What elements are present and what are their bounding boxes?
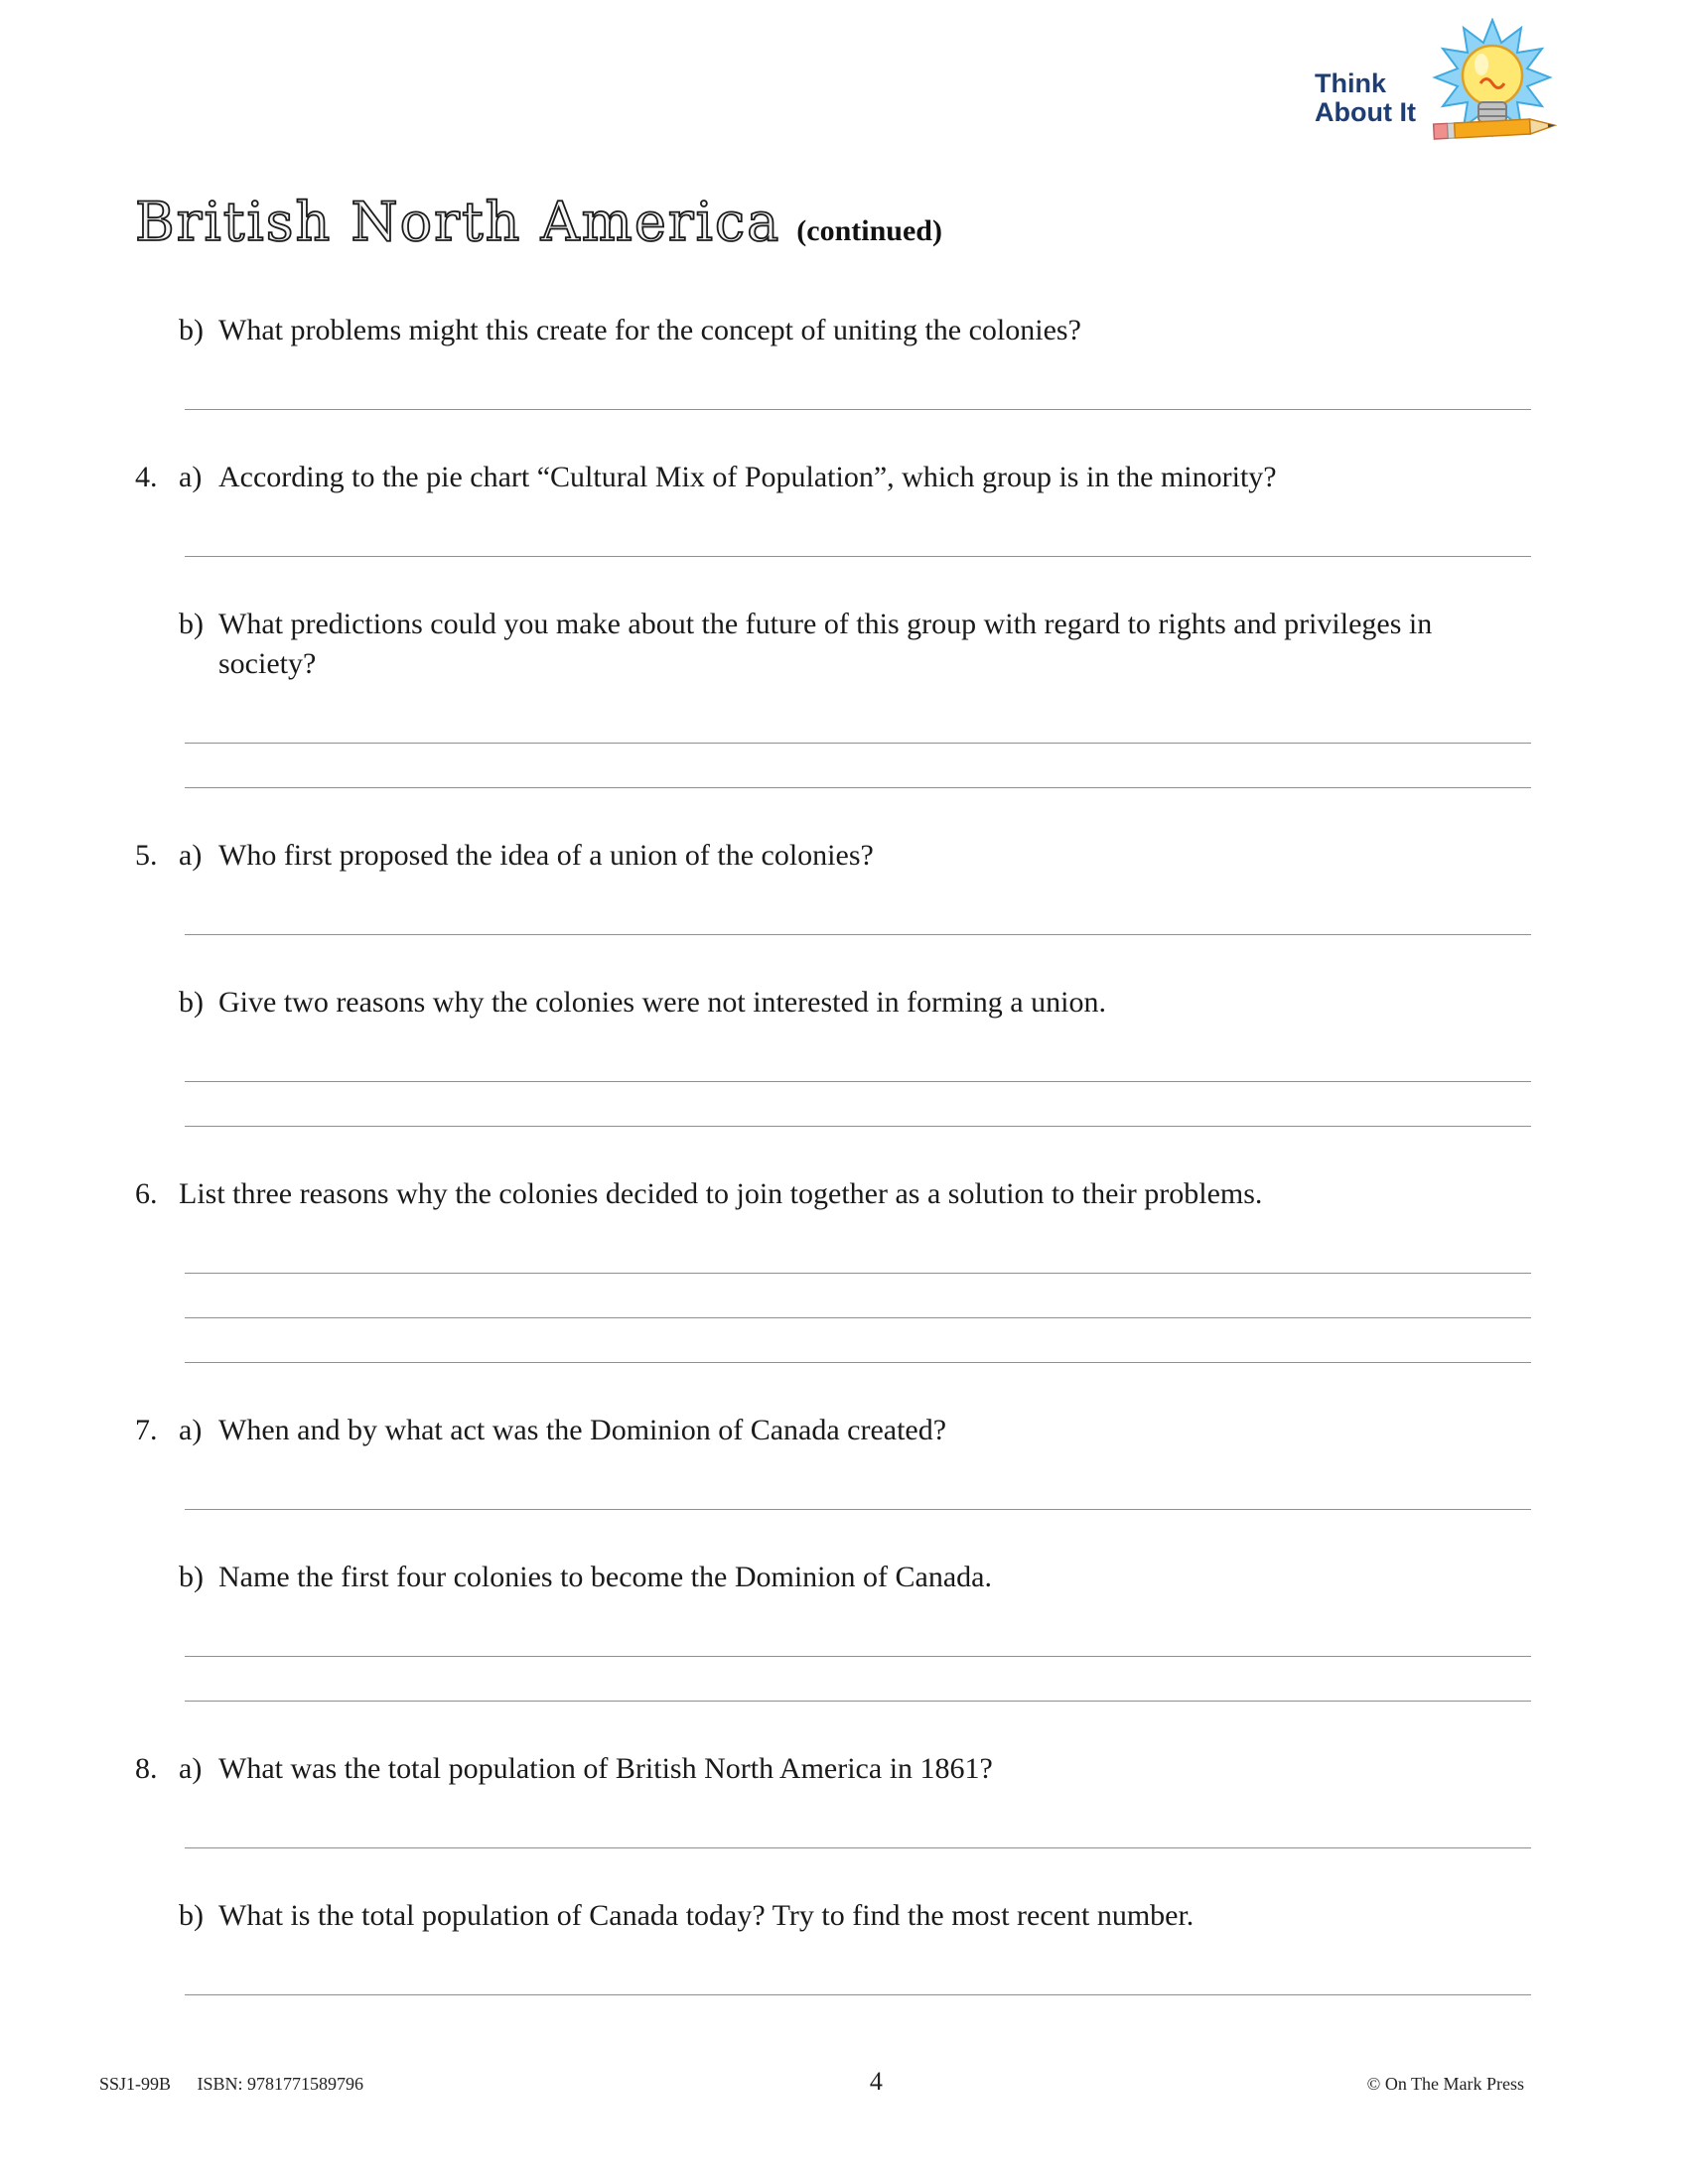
think-about-it-logo [1315, 18, 1577, 167]
question-text: What predictions could you make about the future of this group with regard to rights and privileges in society? [218, 608, 1433, 680]
answer-lines [185, 1465, 1531, 1510]
question-row [135, 458, 1531, 497]
question-row [135, 1749, 1531, 1789]
question-number [135, 983, 179, 1023]
question-number [135, 1558, 179, 1597]
question-item [135, 1558, 1531, 1702]
question-part-label: a) [179, 1414, 203, 1446]
answer-line [185, 512, 1531, 557]
question-item [135, 311, 1531, 410]
question-item [135, 605, 1531, 788]
answer-line [185, 1951, 1531, 1995]
questions-list [135, 311, 1531, 1995]
answer-line [185, 1037, 1531, 1082]
answer-lines [185, 699, 1531, 788]
question-row [135, 1174, 1531, 1214]
question-row [135, 836, 1531, 876]
question-text: Give two reasons why the colonies were not interested in forming a union. [218, 986, 1106, 1019]
bulb-glass [1463, 46, 1522, 105]
answer-line [185, 1657, 1531, 1702]
question-item [135, 1411, 1531, 1510]
logo-text-line1: Think [1315, 68, 1387, 98]
question-row [135, 311, 1531, 350]
answer-line [185, 1612, 1531, 1657]
answer-lines [185, 1037, 1531, 1127]
question-part-label: b) [179, 1561, 204, 1593]
question-number: 8. [135, 1752, 158, 1785]
product-code: SSJ1-99B [99, 2074, 172, 2094]
bulb-base [1478, 102, 1506, 122]
answer-lines [185, 1612, 1531, 1702]
answer-line [185, 1229, 1531, 1274]
logo-text [1315, 69, 1416, 127]
page-footer [99, 2067, 1524, 2097]
title-text: British North America [135, 191, 781, 253]
question-item [135, 1749, 1531, 1848]
footer-left [99, 2074, 385, 2095]
question-number: 4. [135, 461, 158, 493]
question-item [135, 458, 1531, 557]
isbn: ISBN: 9781771589796 [197, 2074, 364, 2094]
answer-line [185, 1804, 1531, 1848]
answer-line [185, 1082, 1531, 1127]
question-text: When and by what act was the Dominion of Canada created? [218, 1414, 947, 1446]
question-text: What is the total population of Canada today? Try to find the most recent number. [218, 1899, 1195, 1932]
question-part-label: a) [179, 839, 203, 872]
question-part-label: a) [179, 461, 203, 493]
answer-lines [185, 512, 1531, 557]
answer-lines [185, 1951, 1531, 1995]
question-item [135, 1174, 1531, 1363]
answer-line [185, 744, 1531, 788]
question-text: Who first proposed the idea of a union of the colonies? [218, 839, 874, 872]
lightbulb-pencil-icon [1418, 18, 1577, 167]
question-item [135, 836, 1531, 935]
question-text: Name the first four colonies to become the Dominion of Canada. [218, 1561, 992, 1593]
question-part-label: b) [179, 1899, 204, 1932]
question-number [135, 605, 179, 684]
question-row [135, 1558, 1531, 1597]
question-part-label: b) [179, 608, 204, 640]
logo-text-line2: About It [1315, 97, 1416, 127]
answer-line [185, 1318, 1531, 1363]
answer-line [185, 699, 1531, 744]
answer-lines [185, 365, 1531, 410]
question-number [135, 1896, 179, 1936]
pencil [1434, 118, 1556, 139]
question-row [135, 605, 1531, 684]
question-item [135, 1896, 1531, 1995]
page-number: 4 [869, 2067, 883, 2096]
question-item [135, 983, 1531, 1127]
question-row [135, 983, 1531, 1023]
question-number: 6. [135, 1177, 158, 1210]
question-text: List three reasons why the colonies decided to join together as a solution to their problems. [179, 1177, 1263, 1210]
page-title [135, 189, 1531, 256]
answer-lines [185, 1804, 1531, 1848]
question-text: According to the pie chart “Cultural Mix of Population”, which group is in the minority? [218, 461, 1277, 493]
question-number: 5. [135, 839, 158, 872]
answer-line [185, 365, 1531, 410]
question-part-label: a) [179, 1752, 203, 1785]
question-part-label: b) [179, 314, 204, 346]
question-number: 7. [135, 1414, 158, 1446]
question-row [135, 1896, 1531, 1936]
question-text: What problems might this create for the concept of uniting the colonies? [218, 314, 1081, 346]
question-row [135, 1411, 1531, 1450]
question-part-label: b) [179, 986, 204, 1019]
answer-line [185, 890, 1531, 935]
title-continued: (continued) [796, 214, 942, 247]
copyright: © On The Mark Press [1366, 2074, 1524, 2094]
answer-lines [185, 890, 1531, 935]
answer-line [185, 1274, 1531, 1318]
question-number [135, 311, 179, 350]
question-text: What was the total population of British North America in 1861? [218, 1752, 993, 1785]
answer-line [185, 1465, 1531, 1510]
bulb-highlight [1475, 54, 1488, 75]
answer-lines [185, 1229, 1531, 1363]
